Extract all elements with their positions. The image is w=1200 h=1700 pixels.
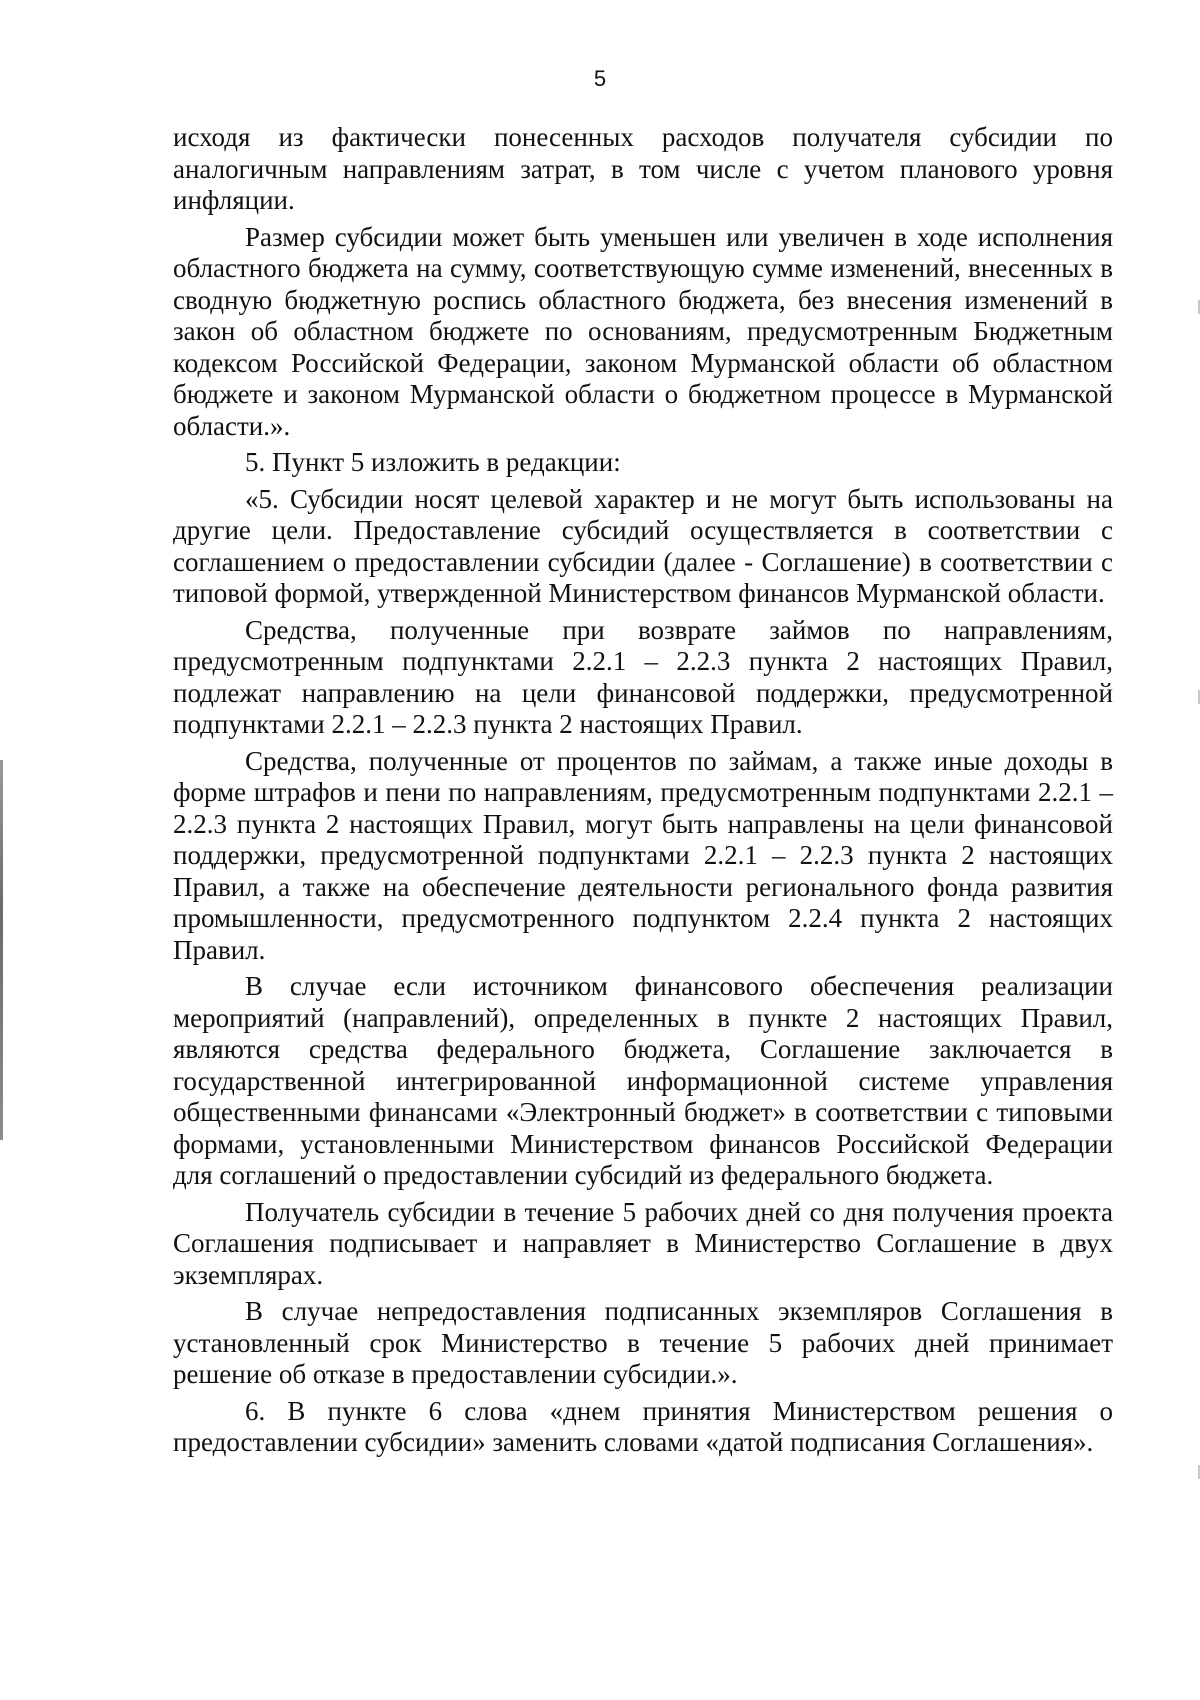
paragraph-federal-budget: В случае если источником финансового обеспечения реализации мероприятий (направлений), определенных в пункте 2 настоящих Правил, являются средства федерального бюджета, Соглашение заключается в государственной интегрированной информационной системе управления общественными финансами «Электронный бюджет» в соответствии с типовыми формами, установленными Министерством финансов Российской Федерации для соглашений о предоставлении субсидий из федерального бюджета. <box>173 971 1113 1190</box>
paragraph-loan-repayment: Средства, полученные при возврате займов по направлениям, предусмотренным подпунктами 2.2.1 – 2.2.3 пункта 2 настоящих Правил, подлежат направлению на цели финансовой поддержки, предусмотренной подпунктами 2.2.1 – 2.2.3 пункта 2 настоящих Правил. <box>173 614 1113 739</box>
paragraph-subsidy-size: Размер субсидии может быть уменьшен или увеличен в ходе исполнения областного бюджета на сумму, соответствующую сумме изменений, внесенных в сводную бюджетную роспись областного бюджета, без внесения изменений в закон об областном бюджете по основаниям, предусмотренным Бюджетным кодексом Российской Федерации, законом Мурманской области об областном бюджете и законом Мурманской области о бюджетном процессе в Мурманской области.». <box>173 221 1113 441</box>
page-number: 5 <box>593 66 607 91</box>
paragraph-item-5-heading: 5. Пункт 5 изложить в редакции: <box>245 447 621 477</box>
scan-edge-mark <box>0 760 3 1140</box>
paragraph-continuation: исходя из фактически понесенных расходов получателя субсидии по аналогичным направлениям затрат, в том числе с учетом планового уровня инфляции. <box>173 122 1113 215</box>
document-body <box>173 122 1113 1459</box>
paragraph-item-5-text: «5. Субсидии носят целевой характер и не могут быть использованы на другие цели. Предоставление субсидий осуществляется в соответствии с соглашением о предоставлении субсидии (далее - Соглашение) в соответствии с типовой формой, утвержденной Министерством финансов Мурманской области. <box>173 483 1113 608</box>
paragraph-refusal: В случае непредоставления подписанных экземпляров Соглашения в установленный срок Министерство в течение 5 рабочих дней принимает решение об отказе в предоставлении субсидии.». <box>173 1296 1113 1389</box>
paragraph-signing-deadline: Получатель субсидии в течение 5 рабочих дней со дня получения проекта Соглашения подписывает и направляет в Министерство Соглашение в двух экземплярах. <box>173 1196 1113 1290</box>
paragraph-item-6: 6. В пункте 6 слова «днем принятия Министерством решения о предоставлении субсидии» заменить словами «датой подписания Соглашения». <box>173 1395 1113 1457</box>
paragraph-interest-income: Средства, полученные от процентов по займам, а также иные доходы в форме штрафов и пени по направлениям, предусмотренным подпунктами 2.2.1 – 2.2.3 пункта 2 настоящих Правил, могут быть направлены на цели финансовой поддержки, предусмотренной подпунктами 2.2.1 – 2.2.3 пункта 2 настоящих Правил, а также на обеспечение деятельности регионального фонда развития промышленности, предусмотренного подпунктом 2.2.4 пункта 2 настоящих Правил. <box>173 745 1113 965</box>
